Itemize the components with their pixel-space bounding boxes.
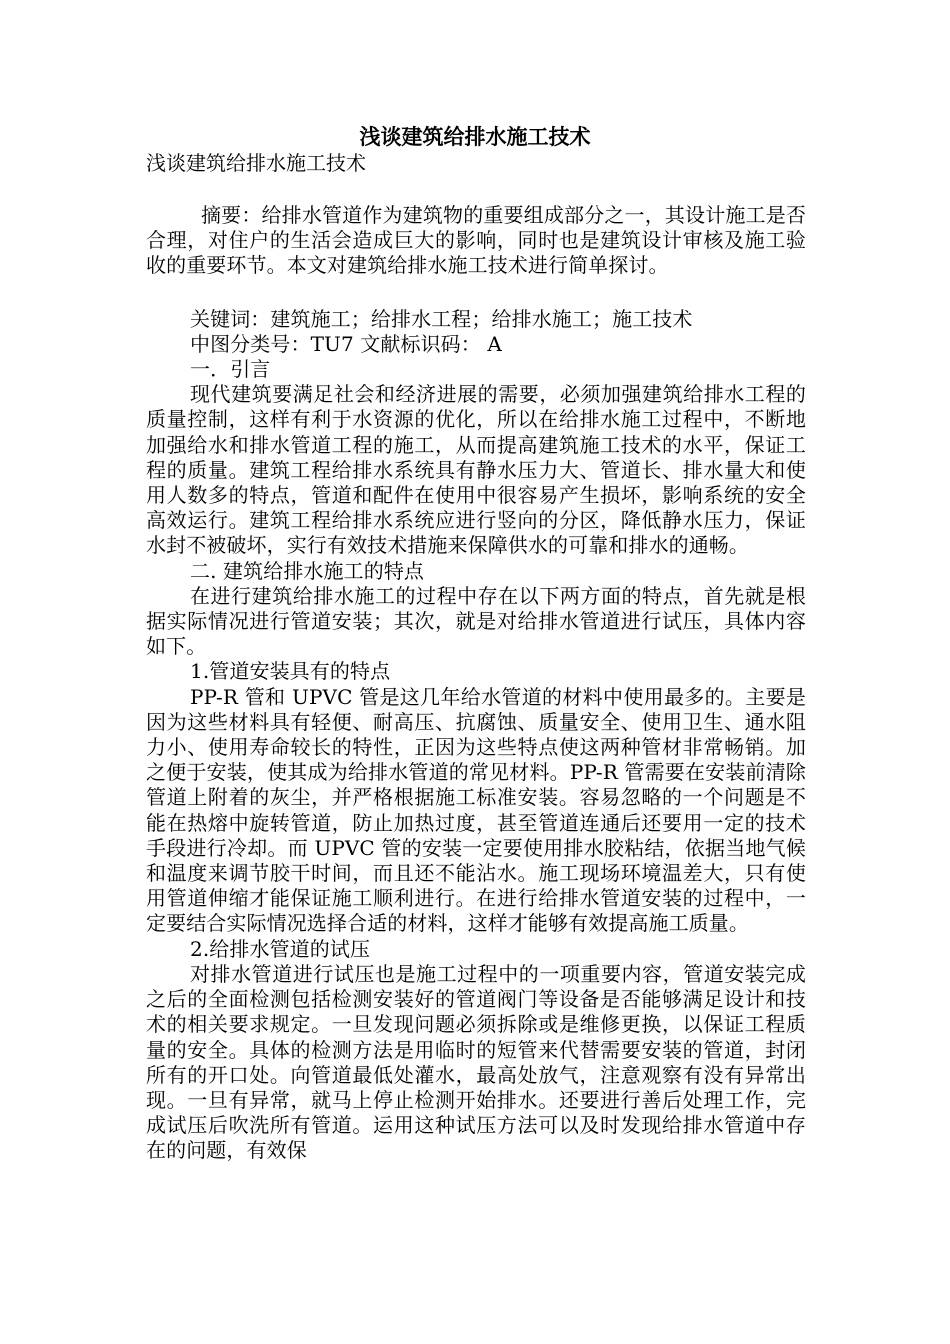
classification-line: 中图分类号：TU7 文献标识码： A: [190, 331, 502, 356]
document-subtitle: 浅谈建筑给排水施工技术: [146, 151, 366, 175]
section-heading-intro: 一．引言: [190, 357, 271, 382]
section-heading-features: 二. 建筑给排水施工的特点: [190, 558, 425, 583]
abstract-paragraph: 摘要：给排水管道作为建筑物的重要组成部分之一，其设计施工是否合理，对住户的生活会造成巨大的影响，同时也是建筑设计审核及施工验收的重要环节。本文对建筑给排水施工技术进行简单探讨。: [146, 203, 806, 278]
features-paragraph: 在进行建筑给排水施工的过程中存在以下两方面的特点，首先就是根据实际情况进行管道安装；其次，就是对给排水管道进行试压，具体内容如下。: [146, 583, 806, 659]
subsection-heading-pressure-test: 2.给排水管道的试压: [190, 936, 371, 961]
pressure-test-paragraph: 对排水管道进行试压也是施工过程中的一项重要内容，管道安装完成之后的全面检测包括检测安装好的管道阀门等设备是否能够满足设计和技术的相关要求规定。一旦发现问题必须拆除或是维修更换，以保证工程质量的安全。具体的检测方法是用临时的短管来代替需要安装的管道，封闭所有的开口处。向管道最低处灌水，最高处放气，注意观察有没有异常出现。一旦有异常，就马上停止检测开始排水。还要进行善后处理工作，完成试压后吹洗所有管道。运用这种试压方法可以及时发现给排水管道中存在的问题，有效保: [146, 961, 806, 1163]
installation-paragraph: PP-R 管和 UPVC 管是这几年给水管道的材料中使用最多的。主要是因为这些材料具有轻便、耐高压、抗腐蚀、质量安全、使用卫生、通水阻力小、使用寿命较长的特性，正因为这些特点使这两种管材非常畅销。加之便于安装，使其成为给排水管道的常见材料。PP-R 管需要在安装前清除管道上附着的灰尘，并严格根据施工标准安装。容易忽略的一个问题是不能在热熔中旋转管道，防止加热过度，甚至管道连通后还要用一定的技术手段进行冷却。而 UPVC 管的安装一定要使用排水胶粘结，依据当地气候和温度来调节胶干时间，而且还不能沾水。施工现场环境温差大，只有使用管道伸缩才能保证施工顺利进行。在进行给排水管道安装的过程中，一定要结合实际情况选择合适的材料，这样才能够有效提高施工质量。: [146, 684, 806, 936]
document-body: [146, 203, 806, 1164]
document-title: 浅谈建筑给排水施工技术: [359, 124, 591, 149]
keywords-line: 关键词：建筑施工；给排水工程；给排水施工；施工技术: [190, 306, 693, 331]
subsection-heading-installation: 1.管道安装具有的特点: [190, 659, 391, 684]
intro-paragraph: 现代建筑要满足社会和经济进展的需要，必须加强建筑给排水工程的质量控制，这样有利于水资源的优化，所以在给排水施工过程中，不断地加强给水和排水管道工程的施工，从而提高建筑施工技术的水平，保证工程的质量。建筑工程给排水系统具有静水压力大、管道长、排水量大和使用人数多的特点，管道和配件在使用中很容易产生损坏，影响系统的安全高效运行。建筑工程给排水系统应进行竖向的分区，降低静水压力，保证水封不被破坏，实行有效技术措施来保障供水的可靠和排水的通畅。: [146, 382, 806, 558]
